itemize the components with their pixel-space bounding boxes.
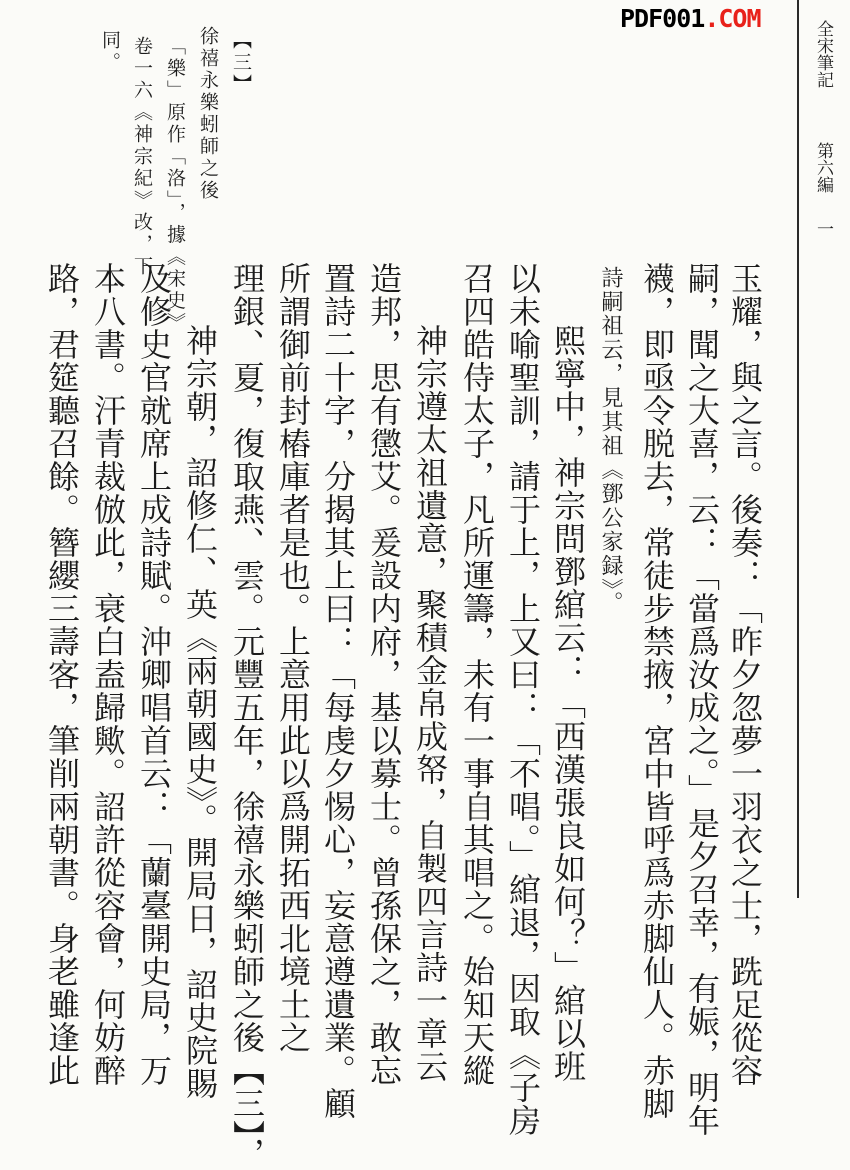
text-column: 玉耀，與之言。後奏：「昨夕忽夢一羽衣之士，跣足從容 (726, 262, 764, 1087)
footnote-line: 卷一六《神宗紀》改，下 (131, 36, 153, 278)
text-column: 召四皓侍太子，凡所運籌，未有一事自其唱之。始知天縱 (458, 262, 496, 1087)
text-column: 及修史官就席上成詩賦。沖卿唱首云：「蘭臺開史局，万 (135, 262, 173, 1087)
text-column: 嗣，聞之大喜，云：「當爲汝成之。」是夕召幸，有娠，明年 (683, 262, 721, 1137)
watermark-prefix: PDF001 (620, 4, 705, 33)
margin-rule (797, 0, 799, 898)
text-column: 以未喻聖訓，請于上，上又曰：「不唱。」綰退，因取《子房 (504, 262, 542, 1137)
text-column: 熙寧中，神宗問鄧綰云：「西漢張良如何？」綰以班 (549, 324, 587, 1083)
header-book-title: 全宋筆記 (813, 20, 833, 88)
text-column: 路，君筵聽召餘。簪纓三壽客，筆削兩朝書。身老雖逢此 (43, 262, 81, 1087)
text-column: 理銀、夏，復取燕、雲。元豐五年，徐禧永樂蚓師之後【三】， (228, 262, 266, 1170)
footnote-marker: 【三】 (230, 30, 252, 96)
footnote-line: 同。 (99, 30, 121, 74)
text-column: 神宗朝，詔修仁、英《兩朝國史》。開局日，詔史院賜 (181, 324, 219, 1100)
text-column: 置詩二十字，分揭其上曰：「每虔夕惕心，妄意遵遺業。顧 (319, 262, 357, 1120)
header-volume: 一 (813, 220, 833, 237)
footnote-line: 「樂」原作「洛」，據《宋史》 (164, 36, 186, 335)
watermark-suffix: .COM (704, 4, 761, 33)
text-column-note: 詩嗣祖云，見其祖《鄧公家録》。 (598, 266, 623, 615)
text-column: 襪，即亟令脱去，常徒步禁掖，宮中皆呼爲赤脚仙人。赤脚 (638, 262, 676, 1120)
text-column: 造邦，思有懲艾。爰設内府，基以募士。曾孫保之，敢忘 (365, 262, 403, 1087)
text-column: 所謂御前封樁庫者是也。上意用此以爲開拓西北境土之 (274, 262, 312, 1054)
footnote-line: 徐禧永樂蚓師之後 (197, 26, 219, 202)
header-series: 第六編 (813, 142, 833, 193)
watermark (620, 4, 761, 33)
text-column: 神宗遵太祖遺意，聚積金帛成帑，自製四言詩一章云 (411, 324, 449, 1083)
text-column: 本八書。汗青裁倣此，衰白盍歸歟。詔許從容會，何妨醉 (89, 262, 127, 1087)
